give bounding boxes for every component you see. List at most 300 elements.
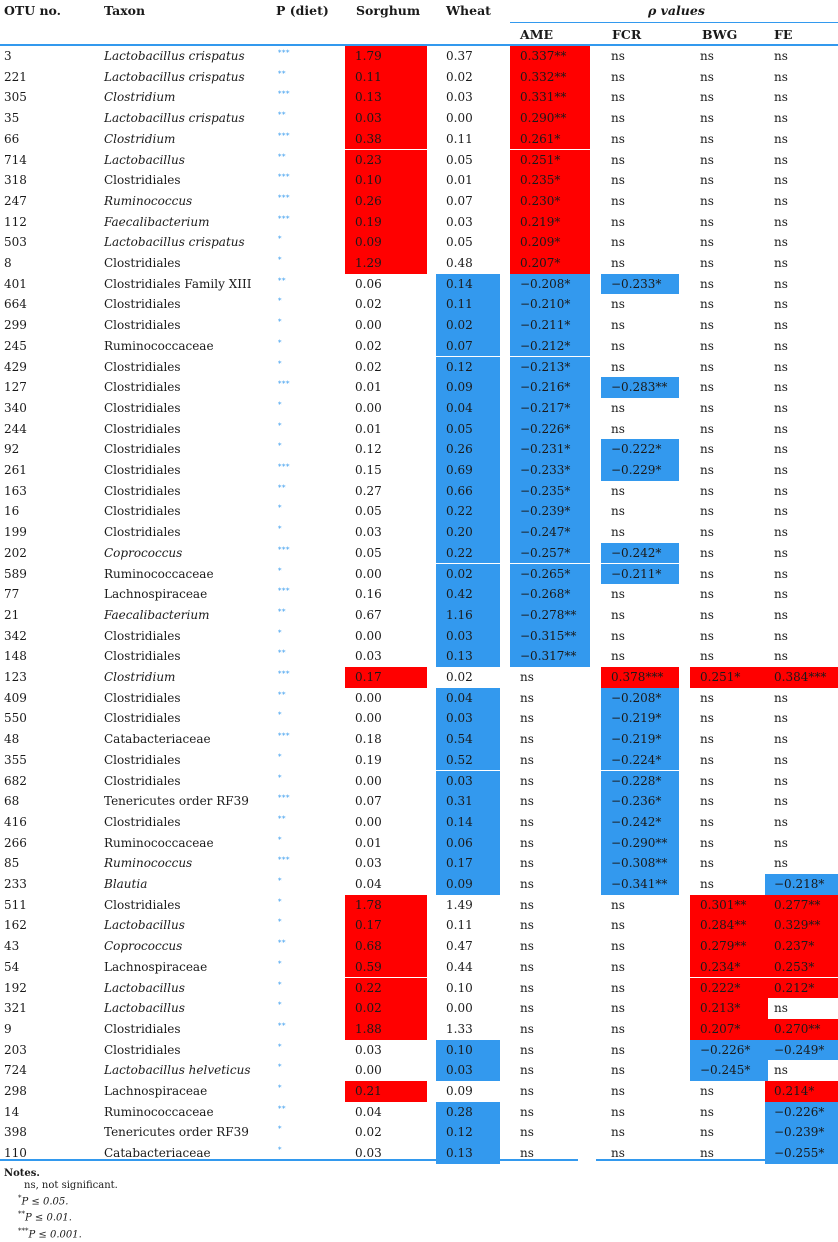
cell-p-diet: * xyxy=(278,1125,282,1134)
table-row xyxy=(0,708,838,729)
cell-bwg: ns xyxy=(700,587,714,602)
cell-otu: 77 xyxy=(4,587,20,602)
cell-wheat: 0.22 xyxy=(436,543,500,564)
cell-sorghum: 0.07 xyxy=(355,794,382,809)
cell-fe: ns xyxy=(774,111,788,126)
cell-otu: 511 xyxy=(4,897,27,912)
cell-p-diet: * xyxy=(278,835,282,844)
cell-taxon: Clostridiales xyxy=(104,400,181,415)
cell-fe: ns xyxy=(774,152,788,167)
cell-sorghum: 0.00 xyxy=(355,711,382,726)
cell-ame: ns xyxy=(520,877,534,891)
cell-fe: ns xyxy=(774,421,788,436)
cell-fcr: ns xyxy=(611,918,625,933)
cell-p-diet: *** xyxy=(278,463,290,471)
cell-bwg: ns xyxy=(700,732,714,747)
table-row xyxy=(0,170,838,191)
cell-fcr: ns xyxy=(611,173,625,188)
table-row xyxy=(0,398,838,419)
cell-fcr: −0.228* xyxy=(601,771,679,792)
cell-taxon: Clostridiales xyxy=(104,256,181,270)
cell-bwg: ns xyxy=(700,794,714,809)
cell-sorghum: 0.03 xyxy=(345,108,427,129)
cell-fcr: −0.224* xyxy=(601,750,679,771)
cell-otu: 3 xyxy=(4,49,12,63)
cell-fcr: ns xyxy=(611,1021,625,1036)
cell-bwg: 0.279** xyxy=(690,936,768,957)
cell-fcr: ns xyxy=(611,1125,625,1140)
bottom-rule-right xyxy=(596,1159,838,1161)
cell-ame: ns xyxy=(520,670,534,684)
cell-sorghum: 0.02 xyxy=(355,1125,382,1140)
table-row xyxy=(0,46,838,67)
cell-bwg: ns xyxy=(700,649,714,664)
cell-fe: ns xyxy=(774,525,788,540)
cell-bwg: 0.301** xyxy=(690,895,768,916)
cell-fcr: ns xyxy=(611,338,625,353)
cell-ame: −0.315** xyxy=(510,626,590,647)
cell-ame: 0.331** xyxy=(510,87,590,108)
cell-sorghum: 1.78 xyxy=(345,895,427,916)
cell-ame: ns xyxy=(520,918,534,933)
table-row xyxy=(0,274,838,295)
cell-wheat: 0.10 xyxy=(446,980,473,995)
cell-sorghum: 0.16 xyxy=(355,587,382,602)
table-row xyxy=(0,377,838,398)
cell-fe: 0.214* xyxy=(765,1081,838,1102)
cell-ame: −0.235* xyxy=(510,481,590,502)
cell-sorghum: 0.02 xyxy=(355,359,382,374)
cell-bwg: −0.226* xyxy=(690,1040,768,1061)
table-row xyxy=(0,957,838,978)
note-ns: ns, not significant. xyxy=(24,1180,118,1191)
cell-fe: 0.237* xyxy=(765,936,838,957)
cell-fcr: −0.222* xyxy=(601,439,679,460)
cell-otu: 127 xyxy=(4,380,27,395)
cell-taxon: Clostridiales xyxy=(104,1042,181,1057)
cell-bwg: ns xyxy=(700,525,714,540)
header-fe: FE xyxy=(774,27,793,42)
cell-fcr: ns xyxy=(611,214,625,229)
cell-bwg: ns xyxy=(700,1146,714,1161)
cell-p-diet: *** xyxy=(278,856,290,865)
table-row xyxy=(0,895,838,916)
cell-fe: ns xyxy=(774,256,788,270)
cell-taxon: Coprococcus xyxy=(104,545,183,560)
cell-fcr: ns xyxy=(611,1146,625,1161)
cell-p-diet: * xyxy=(278,566,282,575)
cell-taxon: Lactobacillus crispatus xyxy=(104,69,245,84)
cell-fe: ns xyxy=(774,773,788,788)
cell-sorghum: 0.17 xyxy=(345,667,427,688)
cell-otu: 221 xyxy=(4,69,27,84)
cell-p-diet: ** xyxy=(278,607,286,616)
cell-ame: ns xyxy=(520,1001,534,1016)
cell-wheat: 0.47 xyxy=(446,939,473,954)
cell-bwg: ns xyxy=(700,276,714,291)
table-row xyxy=(0,87,838,108)
header-ame: AME xyxy=(520,27,554,42)
cell-ame: 0.219* xyxy=(510,212,590,233)
header-bwg: BWG xyxy=(702,27,738,42)
cell-fcr: ns xyxy=(611,628,625,643)
cell-wheat: 0.14 xyxy=(436,812,500,833)
cell-taxon: Clostridiales xyxy=(104,421,181,436)
table-row xyxy=(0,212,838,233)
cell-otu: 398 xyxy=(4,1125,27,1140)
cell-wheat: 0.09 xyxy=(436,377,500,398)
cell-ame: 0.209* xyxy=(510,232,590,253)
cell-fcr: ns xyxy=(611,959,625,974)
header-p-diet: P (diet) xyxy=(276,3,329,18)
cell-p-diet: ** xyxy=(278,152,286,161)
cell-sorghum: 0.27 xyxy=(355,483,382,498)
cell-taxon: Clostridiales xyxy=(104,359,181,374)
cell-ame: ns xyxy=(520,1042,534,1057)
header-otu: OTU no. xyxy=(4,3,62,18)
cell-fe: ns xyxy=(774,814,788,829)
cell-otu: 66 xyxy=(4,131,20,146)
table-row xyxy=(0,129,838,150)
cell-sorghum: 0.12 xyxy=(355,442,382,457)
cell-sorghum: 0.26 xyxy=(345,191,427,212)
cell-p-diet: ** xyxy=(278,483,286,492)
cell-ame: 0.251* xyxy=(510,150,590,171)
cell-sorghum: 0.17 xyxy=(345,915,427,936)
cell-sorghum: 0.22 xyxy=(345,978,427,999)
cell-taxon: Blautia xyxy=(104,877,148,891)
table-row xyxy=(0,750,838,771)
cell-ame: −0.278** xyxy=(510,605,590,626)
cell-sorghum: 0.01 xyxy=(355,421,382,436)
table-row xyxy=(0,1060,838,1081)
cell-wheat: 1.33 xyxy=(446,1021,473,1036)
cell-bwg: ns xyxy=(700,152,714,167)
cell-otu: 401 xyxy=(4,276,27,291)
header-fcr: FCR xyxy=(612,27,642,42)
cell-p-diet: * xyxy=(278,711,282,720)
cell-bwg: ns xyxy=(700,1104,714,1119)
cell-ame: ns xyxy=(520,835,534,850)
cell-otu: 199 xyxy=(4,525,27,540)
cell-taxon: Clostridiales xyxy=(104,649,181,664)
cell-sorghum: 0.05 xyxy=(355,504,382,519)
cell-fe: ns xyxy=(774,732,788,747)
cell-fe: ns xyxy=(774,835,788,850)
cell-taxon: Faecalibacterium xyxy=(104,214,210,229)
cell-p-diet: *** xyxy=(278,794,290,803)
cell-wheat: 0.66 xyxy=(436,481,500,502)
cell-p-diet: ** xyxy=(278,69,286,78)
cell-otu: 550 xyxy=(4,711,27,726)
cell-sorghum: 0.05 xyxy=(355,545,382,560)
cell-p-diet: *** xyxy=(278,131,290,140)
cell-taxon: Ruminococcaceae xyxy=(104,566,214,581)
cell-wheat: 0.69 xyxy=(436,460,500,481)
cell-bwg: ns xyxy=(700,442,714,457)
cell-wheat: 0.04 xyxy=(436,398,500,419)
table-row xyxy=(0,232,838,253)
cell-bwg: ns xyxy=(700,690,714,705)
cell-sorghum: 0.67 xyxy=(355,607,382,622)
cell-ame: −0.257* xyxy=(510,543,590,564)
table-row xyxy=(0,501,838,522)
cell-p-diet: * xyxy=(278,442,282,451)
cell-fe: ns xyxy=(774,483,788,498)
cell-sorghum: 0.03 xyxy=(355,856,382,871)
cell-sorghum: 0.00 xyxy=(355,400,382,415)
table-row xyxy=(0,833,838,854)
cell-fe: 0.270** xyxy=(765,1019,838,1040)
cell-taxon: Clostridium xyxy=(104,90,176,105)
cell-ame: 0.230* xyxy=(510,191,590,212)
cell-bwg: ns xyxy=(700,214,714,229)
cell-bwg: 0.213* xyxy=(690,998,768,1019)
cell-ame: −0.208* xyxy=(510,274,590,295)
cell-taxon: Tenericutes order RF39 xyxy=(104,1125,249,1140)
cell-fe: ns xyxy=(774,359,788,374)
cell-sorghum: 1.79 xyxy=(345,46,427,67)
cell-ame: ns xyxy=(520,980,534,995)
cell-fcr: ns xyxy=(611,111,625,126)
cell-otu: 68 xyxy=(4,794,20,809)
cell-fe: ns xyxy=(774,69,788,84)
cell-fe: ns xyxy=(774,131,788,146)
cell-fe: ns xyxy=(774,545,788,560)
cell-wheat: 0.12 xyxy=(436,357,500,378)
cell-sorghum: 0.01 xyxy=(355,380,382,395)
table-row xyxy=(0,481,838,502)
cell-fe: ns xyxy=(774,318,788,333)
cell-bwg: ns xyxy=(700,400,714,415)
table-row xyxy=(0,1102,838,1123)
cell-wheat: 0.14 xyxy=(436,274,500,295)
table-row xyxy=(0,294,838,315)
cell-otu: 266 xyxy=(4,835,27,850)
cell-taxon: Ruminococcus xyxy=(104,856,193,871)
cell-fcr: ns xyxy=(611,131,625,146)
cell-p-diet: *** xyxy=(278,732,290,741)
cell-sorghum: 1.29 xyxy=(345,253,427,274)
cell-p-diet: *** xyxy=(278,380,290,389)
cell-ame: ns xyxy=(520,939,534,954)
cell-fcr: −0.290** xyxy=(601,833,679,854)
table-row xyxy=(0,729,838,750)
cell-ame: −0.212* xyxy=(510,336,590,357)
cell-fcr: ns xyxy=(611,649,625,664)
cell-p-diet: * xyxy=(278,256,282,264)
table-row xyxy=(0,460,838,481)
cell-wheat: 0.11 xyxy=(446,131,473,146)
cell-otu: 233 xyxy=(4,877,27,891)
cell-taxon: Clostridiales xyxy=(104,297,181,312)
cell-wheat: 0.02 xyxy=(446,670,473,684)
cell-p-diet: * xyxy=(278,752,282,761)
cell-fcr: −0.219* xyxy=(601,729,679,750)
cell-ame: 0.207* xyxy=(510,253,590,274)
cell-p-diet: * xyxy=(278,773,282,782)
cell-wheat: 0.09 xyxy=(446,1084,473,1098)
cell-taxon: Catabacteriaceae xyxy=(104,1146,211,1161)
header-wheat: Wheat xyxy=(446,3,491,18)
cell-taxon: Lachnospiraceae xyxy=(104,587,208,602)
notes-title: Notes. xyxy=(4,1168,40,1179)
cell-wheat: 0.03 xyxy=(446,214,473,229)
cell-fcr: ns xyxy=(611,318,625,333)
cell-fcr: ns xyxy=(611,256,625,270)
cell-otu: 112 xyxy=(4,214,27,229)
cell-fe: ns xyxy=(774,752,788,767)
cell-wheat: 0.03 xyxy=(436,626,500,647)
cell-otu: 305 xyxy=(4,90,27,105)
cell-bwg: ns xyxy=(700,856,714,871)
cell-otu: 589 xyxy=(4,566,27,581)
cell-wheat: 0.09 xyxy=(436,874,500,895)
table-row xyxy=(0,915,838,936)
cell-bwg: −0.245* xyxy=(690,1060,768,1081)
cell-taxon: Clostridium xyxy=(104,131,176,146)
cell-sorghum: 0.02 xyxy=(355,338,382,353)
cell-taxon: Clostridiales xyxy=(104,773,181,788)
table-row xyxy=(0,667,838,688)
cell-bwg: ns xyxy=(700,359,714,374)
rho-group-rule xyxy=(510,22,838,23)
cell-ame: ns xyxy=(520,1125,534,1140)
cell-fcr: −0.233* xyxy=(601,274,679,295)
cell-p-diet: * xyxy=(278,1084,282,1092)
cell-wheat: 0.02 xyxy=(436,315,500,336)
cell-wheat: 0.06 xyxy=(436,833,500,854)
cell-bwg: ns xyxy=(700,421,714,436)
cell-p-diet: * xyxy=(278,338,282,347)
cell-sorghum: 0.01 xyxy=(355,835,382,850)
cell-bwg: ns xyxy=(700,90,714,105)
cell-otu: 299 xyxy=(4,318,27,333)
table-row xyxy=(0,874,838,895)
cell-wheat: 0.13 xyxy=(436,646,500,667)
cell-fcr: ns xyxy=(611,1063,625,1078)
cell-otu: 14 xyxy=(4,1104,20,1119)
cell-sorghum: 0.03 xyxy=(355,1042,382,1057)
cell-fe: ns xyxy=(774,380,788,395)
cell-bwg: ns xyxy=(700,463,714,477)
cell-sorghum: 0.04 xyxy=(355,877,382,891)
cell-taxon: Lactobacillus xyxy=(104,980,185,995)
cell-taxon: Lactobacillus crispatus xyxy=(104,111,245,126)
cell-bwg: ns xyxy=(700,628,714,643)
cell-otu: 503 xyxy=(4,235,27,250)
cell-fcr: −0.208* xyxy=(601,688,679,709)
cell-p-diet: * xyxy=(278,504,282,513)
cell-sorghum: 0.02 xyxy=(345,998,427,1019)
cell-p-diet: * xyxy=(278,877,282,885)
cell-bwg: ns xyxy=(700,566,714,581)
table-notes xyxy=(4,1168,118,1241)
cell-otu: 244 xyxy=(4,421,27,436)
table-row xyxy=(0,688,838,709)
cell-bwg: ns xyxy=(700,483,714,498)
cell-fcr: ns xyxy=(611,607,625,622)
cell-otu: 21 xyxy=(4,607,20,622)
note-p001: ***P ≤ 0.001. xyxy=(18,1226,82,1240)
cell-otu: 92 xyxy=(4,442,20,457)
cell-sorghum: 0.38 xyxy=(345,129,427,150)
header-taxon: Taxon xyxy=(104,3,146,18)
cell-p-diet: *** xyxy=(278,193,290,202)
cell-sorghum: 0.03 xyxy=(355,1146,382,1161)
cell-otu: 298 xyxy=(4,1084,27,1098)
cell-taxon: Clostridiales xyxy=(104,711,181,726)
cell-fe: −0.239* xyxy=(765,1122,838,1143)
cell-ame: ns xyxy=(520,732,534,747)
cell-taxon: Clostridiales xyxy=(104,814,181,829)
cell-fe: −0.249* xyxy=(765,1040,838,1061)
cell-p-diet: * xyxy=(278,359,282,368)
table-row xyxy=(0,1019,838,1040)
cell-ame: ns xyxy=(520,1146,534,1161)
note-p01: **P ≤ 0.01. xyxy=(18,1210,72,1224)
cell-fe: ns xyxy=(774,49,788,63)
cell-otu: 318 xyxy=(4,173,27,188)
cell-wheat: 0.02 xyxy=(436,564,500,585)
cell-ame: −0.239* xyxy=(510,501,590,522)
cell-otu: 429 xyxy=(4,359,27,374)
cell-fe: ns xyxy=(774,193,788,208)
cell-wheat: 0.22 xyxy=(436,501,500,522)
table-row xyxy=(0,978,838,999)
cell-bwg: ns xyxy=(700,1084,714,1098)
cell-p-diet: * xyxy=(278,421,282,430)
cell-taxon: Clostridiales Family XIII xyxy=(104,276,252,291)
cell-taxon: Tenericutes order RF39 xyxy=(104,794,249,809)
cell-otu: 340 xyxy=(4,400,27,415)
cell-fe: ns xyxy=(774,856,788,871)
cell-taxon: Ruminococcaceae xyxy=(104,338,214,353)
table-row xyxy=(0,543,838,564)
cell-bwg: 0.222* xyxy=(690,978,768,999)
cell-bwg: ns xyxy=(700,773,714,788)
cell-p-diet: ** xyxy=(278,814,286,823)
cell-taxon: Clostridiales xyxy=(104,173,181,188)
table-header xyxy=(0,0,838,46)
cell-fe: ns xyxy=(774,628,788,643)
table-row xyxy=(0,853,838,874)
cell-fe: ns xyxy=(774,649,788,664)
cell-taxon: Clostridiales xyxy=(104,1021,181,1036)
cell-fcr: ns xyxy=(611,1001,625,1016)
cell-bwg: ns xyxy=(700,256,714,270)
cell-taxon: Ruminococcus xyxy=(104,193,193,208)
cell-otu: 8 xyxy=(4,256,12,270)
cell-p-diet: * xyxy=(278,1042,282,1051)
cell-otu: 35 xyxy=(4,111,20,126)
cell-bwg: ns xyxy=(700,380,714,395)
cell-fe: ns xyxy=(774,463,788,477)
cell-ame: −0.247* xyxy=(510,522,590,543)
table-row xyxy=(0,253,838,274)
cell-ame: −0.268* xyxy=(510,584,590,605)
cell-p-diet: *** xyxy=(278,587,290,596)
cell-taxon: Lachnospiraceae xyxy=(104,959,208,974)
cell-p-diet: * xyxy=(278,235,282,244)
cell-wheat: 0.05 xyxy=(446,152,473,167)
table-row xyxy=(0,522,838,543)
cell-fe: ns xyxy=(774,794,788,809)
cell-sorghum: 0.00 xyxy=(355,814,382,829)
cell-fcr: −0.211* xyxy=(601,564,679,585)
cell-wheat: 1.49 xyxy=(446,897,473,912)
cell-sorghum: 0.00 xyxy=(355,628,382,643)
